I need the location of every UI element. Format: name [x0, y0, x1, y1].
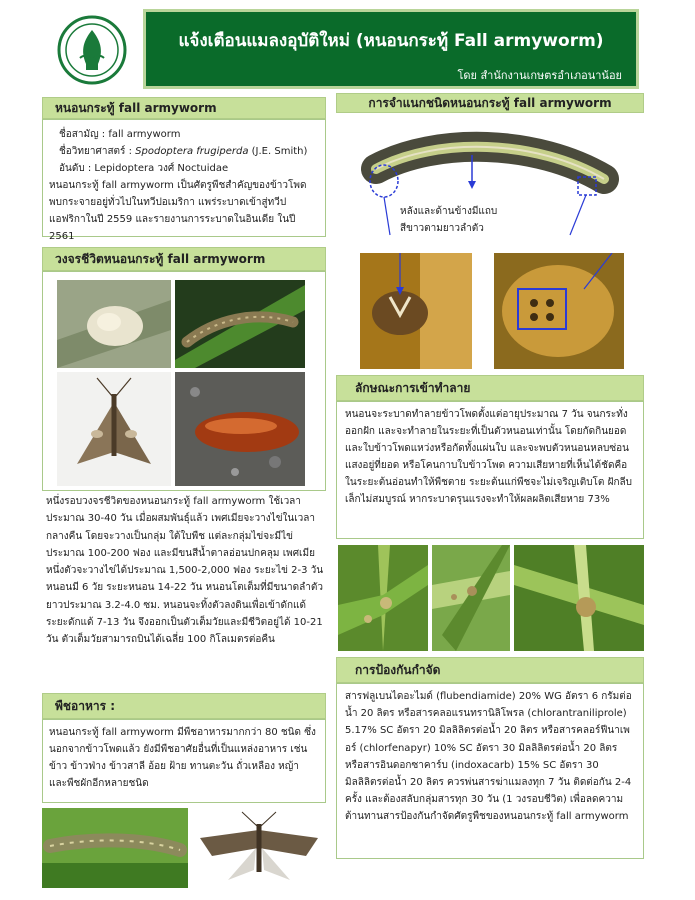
info-heading-bar	[42, 97, 326, 119]
page-title: แจ้งเตือนแมลงอุบัติใหม่ (หนอนกระทู้ Fall armyworm)	[178, 31, 604, 51]
hosts-heading-bar	[42, 693, 326, 719]
damage-photo-1	[338, 545, 428, 651]
page-subtitle: โดย สำนักงานเกษตรอำเภอนาน้อย	[457, 69, 622, 82]
damage-text: หนอนจะระบาดทำลายข้าวโพดตั้งแต่อายุประมาณ 7 วัน จนกระทั่งออกฝัก และจะทำลายในระยะที่เป็นตัวหนอนเท่านั้น โดยกัดกินยอดและใบข้าวโพดแหว่งหรือกัดทั้งแผ่นใบ และจะพบตัวหนอนหลบซ่อนแสงอยู่ที่ยอด หรือโคนกาบใบข้าวโพด ความเสียหายที่เห็นได้ชัดคือ ในระยะต้นอ่อนทำให้พืชตาย ระยะต้นแก่พืชจะไม่เจริญเติบโต ฝักลีบเล็กไม่สมบูรณ์ หากระบาดรุนแรงจะทำให้ผลผลิตเสียหาย 73%	[345, 409, 632, 505]
scientific-name-line	[49, 143, 319, 160]
info-box	[42, 119, 326, 242]
lifecycle-heading: วงจรชีวิตหนอนกระทู้ fall armyworm	[55, 251, 266, 266]
egg-mass-photo	[57, 280, 171, 368]
lifecycle-photo-grid	[42, 271, 326, 491]
control-box	[336, 683, 644, 859]
larva-on-leaf-photo	[42, 808, 188, 888]
control-heading: การป้องกันกำจัด	[355, 662, 441, 677]
damage-heading: ลักษณะการเข้าทำลาย	[355, 380, 471, 395]
damage-photo-2	[432, 545, 510, 651]
info-heading: หนอนกระทู้ fall armyworm	[55, 100, 217, 115]
control-text: สารฟลูเบนไดอะไมด์ (flubendiamide) 20% WG อัตรา 6 กรัมต่อน้ำ 20 ลิตร หรือสารคลอแรนทรานิลิโพรล (chlorantraniliprole) 5.17% SC อัตรา 20 มิลลิลิตรต่อน้ำ 20 ลิตร หรือสารคลอร์ฟีนาเพอร์ (chlorfenapyr) 10% SC อัตรา 30 มิลลิลิตรต่อน้ำ 20 ลิตร หรือสารอินดอกซาคาร์บ (indoxacarb) 15% SC อัตรา 30 มิลลิลิตรต่อน้ำ 20 ลิตร ควรพ่นสารฆ่าแมลงทุก 7 วัน ติดต่อกัน 2-4 ครั้ง และต้องสลับกลุ่มสารทุก 30 วัน (1 วงรอบชีวิต) เพื่อลดความต้านทานสารป้องกันกำจัดศัตรูพืชของหนอนกระทู้ fall armyworm	[345, 691, 632, 823]
identification-heading: การจำแนกชนิดหนอนกระทู้ fall armyworm	[368, 95, 612, 110]
scientific-name: Spodoptera frugiperda	[135, 146, 249, 157]
identification-heading-bar	[336, 93, 644, 113]
larva-head-closeup	[360, 253, 472, 369]
hosts-heading: พืชอาหาร :	[55, 698, 116, 713]
common-name: ชื่อสามัญ : fall armyworm	[59, 129, 181, 140]
caterpillar-diagram	[356, 117, 624, 247]
title-banner	[143, 9, 639, 89]
info-description: หนอนกระทู้ fall armyworm เป็นศัตรูพืชสำคัญของข้าวโพด พบกระจายอยู่ทั่วไปในทวีปอเมริกา แพร่ระบาดเข้าสู่ทวีปแอฟริกาในปี 2559 และรายงานการระบาดในอินเดีย ในปี 2561	[49, 180, 307, 242]
moth-specimen-photo	[192, 808, 326, 888]
damage-heading-bar	[336, 375, 644, 401]
lifecycle-text-block	[42, 491, 330, 683]
scientific-name-label: ชื่อวิทยาศาสตร์ :	[59, 146, 132, 157]
hosts-box	[42, 719, 326, 803]
identification-callout	[400, 203, 497, 237]
damage-box	[336, 401, 644, 539]
pupa-photo	[175, 372, 305, 486]
damage-photo-3	[514, 545, 644, 651]
callout-line-1: หลังและด้านข้างมีแถบ	[400, 206, 498, 217]
callout-line-2: สีขาวตามยาวลำตัว	[400, 223, 484, 234]
hosts-text: หนอนกระทู้ fall armyworm มีพืชอาหารมากกว่า 80 ชนิด ซึ่งนอกจากข้าวโพดแล้ว ยังมีพืชอาศัยอื่นที่เป็นแหล่งอาหาร เช่น ข้าว ข้าวฟ่าง ข้าวสาลี อ้อย ฝ้าย ทานตะวัน ถั่วเหลือง หญ้า และพืชผักอีกหลายชนิด	[49, 727, 316, 789]
scientific-author: (J.E. Smith)	[251, 146, 308, 157]
control-heading-bar	[336, 657, 644, 683]
department-logo	[50, 14, 134, 86]
larva-photo	[175, 280, 305, 368]
larva-tail-closeup	[494, 253, 624, 369]
taxonomic-order: อันดับ : Lepidoptera วงศ์ Noctuidae	[59, 163, 229, 174]
lifecycle-heading-bar	[42, 247, 326, 271]
adult-moth-photo	[57, 372, 171, 486]
lifecycle-text: หนึ่งรอบวงจรชีวิตของหนอนกระทู้ fall armyworm ใช้เวลาประมาณ 30-40 วัน เมื่อผสมพันธุ์แล้ว เพศเมียจะวางไข่ในเวลากลางคืน โดยจะวางเป็นกลุ่ม ใต้ใบพืช แต่ละกลุ่มไข่จะมีไข่ประมาณ 100-200 ฟอง และมีขนสีน้ำตาลอ่อนปกคลุม เพศเมียหนึ่งตัวจะวางไข่ได้ประมาณ 1,500-2,000 ฟอง ระยะไข่ 2-3 วัน หนอนมี 6 วัย ระยะหนอน 14-22 วัน หนอนโตเต็มที่มีขนาดลำตัวยาวประมาณ 3.2-4.0 ซม. หนอนจะทิ้งตัวลงดินเพื่อเข้าดักแด้ ระยะดักแด้ 7-13 วัน จึงออกเป็นตัวเต็มวัยและมีชีวิตอยู่ได้ 10-21 วัน ตัวเต็มวัยสามารถบินได้เฉลี่ย 100 กิโลเมตรต่อคืน	[46, 496, 324, 646]
